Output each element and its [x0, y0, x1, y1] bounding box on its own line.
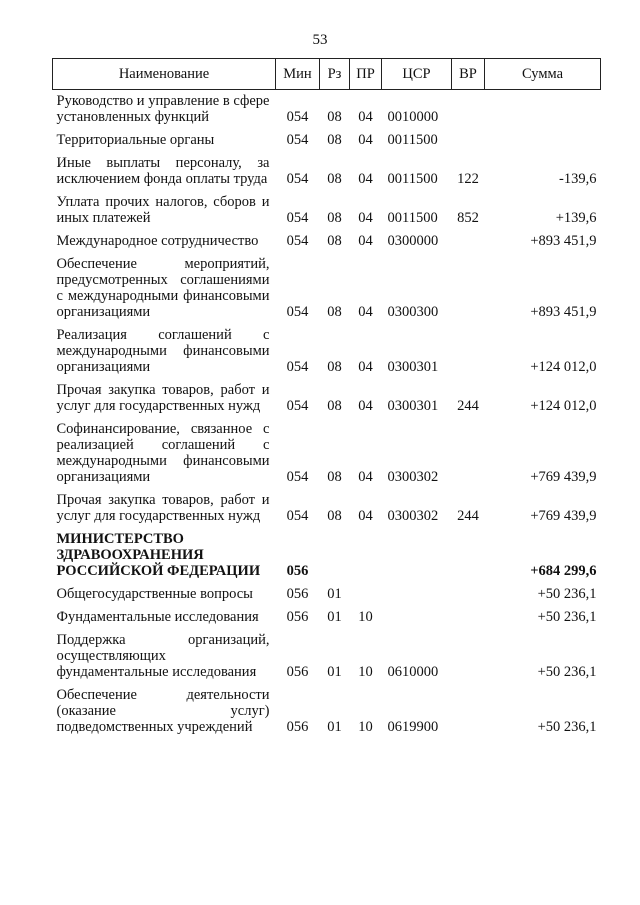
cell-name: Иные выплаты персоналу, за исключением фонда оплаты труда — [56, 155, 270, 187]
cell-sum: +769 439,9 — [530, 469, 597, 485]
cell-vr — [452, 249, 485, 320]
table-row — [53, 579, 601, 602]
cell-pr: 10 — [358, 664, 373, 680]
cell-csr: 0300000 — [387, 233, 439, 249]
table-row — [53, 148, 601, 187]
cell-min: 056 — [286, 609, 309, 625]
cell-pr: 04 — [358, 508, 373, 524]
cell-rz: 08 — [327, 304, 342, 320]
cell-name: Прочая закупка товаров, работ и услуг для государственных нужд — [56, 382, 270, 414]
table-row — [53, 90, 601, 126]
cell-csr: 0300301 — [387, 359, 439, 375]
cell-rz: 08 — [327, 132, 342, 148]
cell-sum: +50 236,1 — [537, 609, 597, 625]
cell-vr — [452, 579, 485, 602]
table-row — [53, 226, 601, 249]
header-rz: Рз — [320, 59, 350, 90]
cell-min: 054 — [286, 132, 309, 148]
cell-pr: 04 — [358, 109, 373, 125]
table-row — [53, 414, 601, 485]
header-vr: ВР — [452, 59, 485, 90]
table-row — [53, 187, 601, 226]
cell-vr — [452, 90, 485, 126]
cell-min: 054 — [286, 398, 309, 414]
cell-name: Руководство и управление в сфере установленных функций — [56, 93, 270, 125]
cell-rz: 08 — [327, 109, 342, 125]
cell-csr: 0011500 — [387, 210, 438, 226]
cell-sum: +684 299,6 — [530, 563, 597, 579]
cell-name: Реализация соглашений с международными финансовыми организациями — [56, 327, 270, 375]
cell-csr: 0011500 — [387, 132, 438, 148]
cell-sum: +124 012,0 — [530, 398, 597, 414]
cell-vr — [452, 414, 485, 485]
cell-vr: 122 — [457, 171, 479, 187]
table-header — [53, 59, 601, 90]
cell-vr — [452, 602, 485, 625]
cell-rz: 01 — [327, 586, 342, 602]
cell-csr: 0610000 — [387, 664, 439, 680]
header-min: Мин — [276, 59, 320, 90]
table-row — [53, 524, 601, 579]
cell-name: МИНИСТЕРСТВО ЗДРАВООХРАНЕНИЯ РОССИЙСКОЙ ФЕДЕРАЦИИ — [56, 531, 261, 579]
cell-pr: 04 — [358, 132, 373, 148]
header-pr: ПР — [350, 59, 382, 90]
cell-sum: +124 012,0 — [530, 359, 597, 375]
cell-name: Поддержка организаций, осуществляющих фундаментальные исследования — [56, 632, 270, 680]
table-row — [53, 125, 601, 148]
cell-csr: 0300300 — [387, 304, 439, 320]
cell-name: Общегосударственные вопросы — [56, 586, 253, 602]
cell-rz: 08 — [327, 359, 342, 375]
cell-min: 054 — [286, 469, 309, 485]
cell-vr — [452, 125, 485, 148]
cell-pr — [350, 579, 382, 602]
cell-csr: 0011500 — [387, 171, 438, 187]
table-row — [53, 602, 601, 625]
header-name: Наименование — [53, 59, 276, 90]
cell-name: Прочая закупка товаров, работ и услуг для государственных нужд — [56, 492, 270, 524]
cell-rz: 08 — [327, 210, 342, 226]
cell-rz: 08 — [327, 398, 342, 414]
cell-min: 056 — [286, 586, 309, 602]
cell-sum: +893 451,9 — [530, 304, 597, 320]
page-number: 53 — [312, 32, 328, 48]
table-row — [53, 320, 601, 375]
cell-sum: +50 236,1 — [537, 719, 597, 735]
cell-sum: -139,6 — [559, 171, 597, 187]
cell-rz: 01 — [327, 664, 342, 680]
header-csr: ЦСР — [382, 59, 452, 90]
cell-rz: 08 — [327, 233, 342, 249]
table-row — [53, 249, 601, 320]
cell-sum: +769 439,9 — [530, 508, 597, 524]
cell-vr — [452, 680, 485, 735]
cell-name: Территориальные органы — [56, 132, 215, 148]
cell-name: Софинансирование, связанное с реализацией соглашений с международными финансовыми организациями — [56, 421, 270, 485]
cell-rz — [320, 524, 350, 579]
table-row — [53, 625, 601, 680]
cell-pr: 04 — [358, 171, 373, 187]
cell-vr — [452, 524, 485, 579]
cell-pr: 04 — [358, 233, 373, 249]
cell-pr: 04 — [358, 359, 373, 375]
table-row — [53, 375, 601, 414]
cell-csr: 0300302 — [387, 508, 439, 524]
cell-rz: 01 — [327, 609, 342, 625]
cell-pr — [350, 524, 382, 579]
cell-pr: 10 — [358, 719, 373, 735]
cell-rz: 08 — [327, 171, 342, 187]
cell-sum — [485, 90, 601, 126]
cell-min: 056 — [286, 664, 309, 680]
cell-min: 054 — [286, 359, 309, 375]
table-body — [53, 90, 601, 736]
cell-min: 054 — [286, 233, 309, 249]
cell-rz: 01 — [327, 719, 342, 735]
cell-name: Обеспечение мероприятий, предусмотренных соглашениями с международными финансовыми организациями — [56, 256, 270, 320]
cell-name: Обеспечение деятельности (оказание услуг) подведомственных учреждений — [56, 687, 270, 735]
cell-name: Международное сотрудничество — [56, 233, 259, 249]
cell-csr: 0300302 — [387, 469, 439, 485]
cell-min: 056 — [286, 719, 309, 735]
cell-csr — [382, 602, 452, 625]
cell-pr: 04 — [358, 210, 373, 226]
cell-pr: 04 — [358, 398, 373, 414]
cell-vr: 244 — [457, 398, 479, 414]
cell-rz: 08 — [327, 508, 342, 524]
cell-csr: 0619900 — [387, 719, 439, 735]
cell-csr — [382, 524, 452, 579]
cell-min: 054 — [286, 304, 309, 320]
table-row — [53, 680, 601, 735]
cell-sum: +50 236,1 — [537, 586, 597, 602]
cell-csr: 0010000 — [387, 109, 439, 125]
cell-min: 056 — [286, 563, 309, 579]
table-row — [53, 485, 601, 524]
cell-pr: 04 — [358, 304, 373, 320]
cell-sum — [485, 125, 601, 148]
cell-vr — [452, 226, 485, 249]
cell-pr: 04 — [358, 469, 373, 485]
cell-min: 054 — [286, 210, 309, 226]
cell-sum: +50 236,1 — [537, 664, 597, 680]
cell-sum: +139,6 — [555, 210, 597, 226]
cell-name: Уплата прочих налогов, сборов и иных платежей — [56, 194, 270, 226]
cell-pr: 10 — [358, 609, 373, 625]
cell-vr — [452, 625, 485, 680]
cell-min: 054 — [286, 508, 309, 524]
cell-csr — [382, 579, 452, 602]
cell-vr: 244 — [457, 508, 479, 524]
header-sum: Сумма — [485, 59, 601, 90]
cell-min: 054 — [286, 109, 309, 125]
cell-vr: 852 — [457, 210, 479, 226]
cell-name: Фундаментальные исследования — [56, 609, 259, 625]
cell-csr: 0300301 — [387, 398, 439, 414]
budget-table — [52, 58, 601, 735]
cell-rz: 08 — [327, 469, 342, 485]
cell-min: 054 — [286, 171, 309, 187]
cell-sum: +893 451,9 — [530, 233, 597, 249]
cell-vr — [452, 320, 485, 375]
